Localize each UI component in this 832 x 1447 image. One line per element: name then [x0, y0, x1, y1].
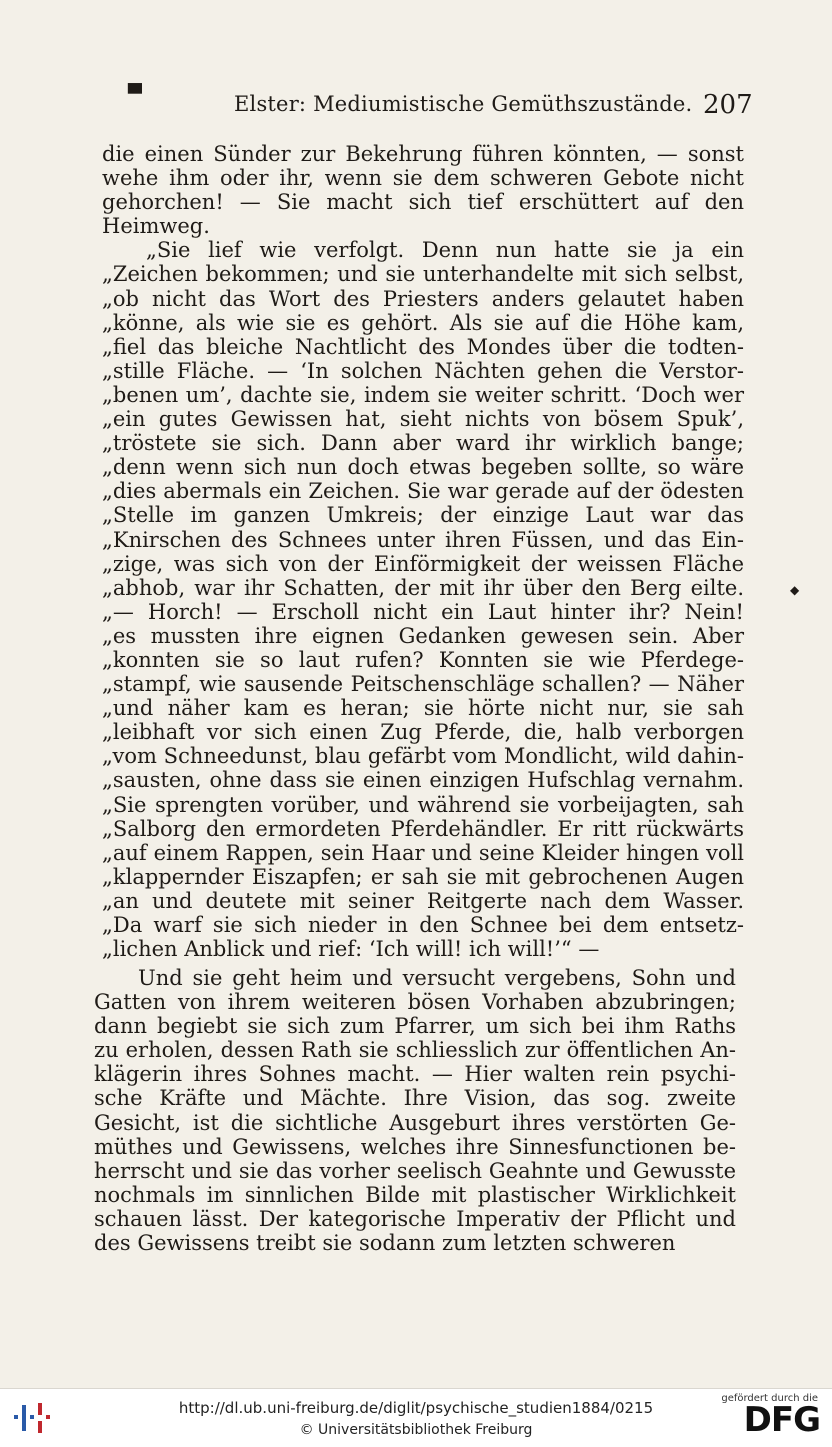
text-line: „Zeichen bekommen; und sie unterhandelte mit sich selbst, [102, 262, 744, 287]
text-line: „zige, was sich von der Einförmigkeit der weissen Fläche [102, 551, 744, 576]
text-line: Heimweg. [102, 214, 210, 239]
text-line: „konnten sie so laut rufen? Konnten sie wie Pferdege- [102, 647, 744, 672]
text-line: „abhob, war ihr Schatten, der mit ihr über den Berg eilte. [102, 575, 744, 600]
text-line: „denn wenn sich nun doch etwas begeben sollte, so wäre [102, 455, 744, 480]
text-line: wehe ihm oder ihr, wenn sie dem schweren Gebote nicht [102, 166, 744, 191]
text-line: „leibhaft vor sich einen Zug Pferde, die, halb verborgen [102, 720, 744, 745]
text-line: „Sie lief wie verfolgt. Denn nun hatte sie ja ein [146, 238, 744, 263]
page-number: 207 [703, 90, 753, 120]
sponsor-caption: gefördert durch die [721, 1393, 818, 1404]
text-line: „könne, als wie sie es gehört. Als sie auf die Höhe kam, [102, 310, 744, 335]
text-line: Gesicht, ist die sichtliche Ausgeburt ihres verstörten Ge- [94, 1110, 736, 1135]
text-line: gehorchen! — Sie macht sich tief erschüttert auf den [102, 190, 744, 215]
text-line: „fiel das bleiche Nachtlicht des Mondes über die todten- [102, 334, 744, 359]
permalink[interactable]: http://dl.ub.uni-freiburg.de/diglit/psychische_studien1884/0215 [178, 1399, 654, 1417]
running-title: Elster: Mediumistische Gemüthszustände. [234, 92, 693, 116]
print-mark: ▀ [128, 84, 142, 105]
text-line: sche Kräfte und Mächte. Ihre Vision, das sog. zweite [94, 1086, 736, 1111]
text-line: „Salborg den ermordeten Pferdehändler. Er ritt rückwärts [102, 816, 744, 841]
commentary-paragraph [94, 966, 736, 1255]
text-line: „sausten, ohne dass sie einen einzigen Hufschlag vernahm. [102, 768, 744, 793]
print-mark: ◆ [790, 583, 800, 597]
dfg-logo[interactable]: DFG [743, 1400, 820, 1440]
text-line: Gatten von ihrem weiteren bösen Vorhaben abzubringen; [94, 990, 736, 1015]
text-line: „Knirschen des Schnees unter ihren Füssen, und das Ein- [102, 527, 744, 552]
text-line: dann begiebt sie sich zum Pfarrer, um sich bei ihm Raths [94, 1014, 736, 1039]
text-line: „klappernder Eiszapfen; er sah sie mit gebrochenen Augen [102, 864, 744, 889]
text-line: „an und deutete mit seiner Reitgerte nach dem Wasser. [102, 888, 744, 913]
text-line: „Stelle im ganzen Umkreis; der einzige Laut war das [102, 503, 744, 528]
text-line: „stille Fläche. — ‘In solchen Nächten gehen die Verstor- [102, 358, 744, 383]
text-line: „— Horch! — Erscholl nicht ein Laut hinter ihr? Nein! [102, 599, 744, 624]
text-line: zu erholen, dessen Rath sie schliesslich zur öffentlichen An- [94, 1038, 736, 1063]
text-line: „ob nicht das Wort des Priesters anders gelautet haben [102, 286, 744, 311]
text-line: „tröstete sie sich. Dann aber ward ihr wirklich bange; [102, 431, 744, 456]
text-line: Und sie geht heim und versucht vergebens, Sohn und [138, 966, 736, 990]
text-line: „Sie sprengten vorüber, und während sie vorbeijagten, sah [102, 792, 744, 817]
text-line: „vom Schneedunst, blau gefärbt vom Mondlicht, wild dahin- [102, 744, 744, 769]
quoted-passage [102, 142, 744, 961]
copyright-notice: © Universitätsbibliothek Freiburg [299, 1422, 533, 1438]
running-header [0, 90, 832, 124]
text-line: „es mussten ihre eignen Gedanken gewesen sein. Aber [102, 623, 744, 648]
text-line: klägerin ihres Sohnes macht. — Hier walten rein psychi- [94, 1062, 736, 1087]
text-line: „stampf, wie sausende Peitschenschläge schallen? — Näher [102, 672, 744, 697]
text-line: „auf einem Rappen, sein Haar und seine Kleider hingen voll [102, 840, 744, 865]
text-line: die einen Sünder zur Bekehrung führen könnten, — sonst [102, 142, 744, 166]
viewer-footer [0, 1388, 832, 1447]
text-line: nochmals im sinnlichen Bilde mit plastischer Wirklichkeit [94, 1182, 736, 1207]
text-line: herrscht und sie das vorher seelisch Geahnte und Gewusste [94, 1158, 736, 1183]
text-line: „ein gutes Gewissen hat, sieht nichts von bösem Spuk’, [102, 407, 744, 432]
text-line: „dies abermals ein Zeichen. Sie war gerade auf der ödesten [102, 479, 744, 504]
text-line: schauen lässt. Der kategorische Imperativ der Pflicht und [94, 1206, 736, 1231]
text-line: „benen um’, dachte sie, indem sie weiter schritt. ‘Doch wer [102, 382, 744, 407]
text-line: müthes und Gewissens, welches ihre Sinnesfunctionen be- [94, 1134, 736, 1159]
text-line: „lichen Anblick und rief: ‘Ich will! ich will!’“ — [102, 937, 600, 962]
text-line: „und näher kam es heran; sie hörte nicht nur, sie sah [102, 696, 744, 721]
text-line: des Gewissens treibt sie sodann zum letzten schweren [94, 1231, 676, 1256]
text-line: „Da warf sie sich nieder in den Schnee bei dem entsetz- [102, 913, 744, 937]
